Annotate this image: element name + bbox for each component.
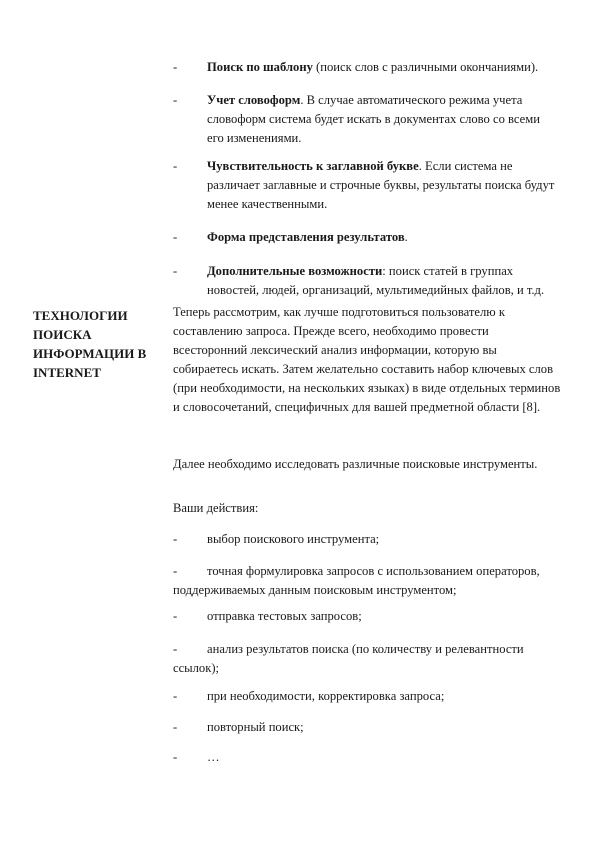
list-item-term: Чувствительность к заглавной букве — [207, 159, 419, 173]
list-item-description: . Если система не различает заглавные и строчные буквы, результаты поиска будут менее качественными. — [207, 159, 555, 211]
list-dash: - — [173, 230, 178, 244]
list-item-text — [207, 262, 558, 300]
list-item-term: Форма представления результатов — [207, 230, 405, 244]
list-item-text — [207, 58, 558, 77]
list-item-term: Учет словоформ — [207, 93, 301, 107]
action-text: отправка тестовых запросов; — [207, 609, 362, 623]
section-heading: ТЕХНОЛОГИИ ПОИСКА ИНФОРМАЦИИ В INTERNET — [33, 308, 147, 380]
list-dash: - — [173, 60, 178, 74]
paragraph: Теперь рассмотрим, как лучше подготовиться пользователю к составлению запроса. Прежде всего, необходимо провести всесторонний лексический анализ информации, которую вы собираетесь искать. Затем желательно составить набор ключевых слов (при необходимости, на нескольких языках) в виде отдельных терминов и словосочетаний, специфичных для вашей предметной области [8]. — [173, 305, 561, 414]
action-text: анализ результатов поиска (по количеству и релевантности ссылок); — [173, 642, 524, 675]
action-item — [173, 607, 558, 626]
list-dash: - — [173, 689, 178, 703]
list-dash: - — [173, 264, 178, 278]
list-item — [173, 228, 558, 247]
list-dash: - — [173, 159, 178, 173]
list-item-text — [207, 91, 558, 148]
action-text: повторный поиск; — [207, 720, 304, 734]
list-dash: - — [173, 93, 178, 107]
list-dash: - — [173, 642, 178, 656]
list-item-term: Дополнительные возможности — [207, 264, 383, 278]
action-item — [173, 687, 558, 706]
list-item — [173, 91, 558, 148]
paragraph: Далее необходимо исследовать различные поисковые инструменты. — [173, 457, 538, 471]
actions-intro: Ваши действия: — [173, 501, 259, 515]
list-dash: - — [173, 720, 178, 734]
list-item-description: . В случае автоматического режима учета словоформ система будет искать в документах слово со всеми его изменениями. — [207, 93, 540, 145]
list-item — [173, 262, 558, 300]
list-dash: - — [173, 750, 178, 764]
list-dash: - — [173, 564, 178, 578]
action-item — [173, 718, 558, 737]
action-text: при необходимости, корректировка запроса; — [207, 689, 445, 703]
action-text: … — [207, 750, 220, 764]
list-item — [173, 157, 558, 214]
list-item-description: (поиск слов с различными окончаниями). — [312, 60, 539, 74]
action-item — [173, 530, 558, 549]
action-item — [173, 562, 558, 600]
action-item — [173, 640, 558, 678]
action-text: точная формулировка запросов с использованием операторов, поддерживаемых данным поисковым инструментом; — [173, 564, 540, 597]
list-item-term: Поиск по шаблону — [207, 60, 313, 74]
list-item — [173, 58, 558, 77]
list-dash: - — [173, 532, 178, 546]
action-text: выбор поискового инструмента; — [207, 532, 380, 546]
list-item-description: . — [404, 230, 408, 244]
action-item — [173, 748, 558, 767]
list-item-description: : поиск статей в группах новостей, людей, организаций, мультимедийных файлов, и т.д. — [207, 264, 545, 297]
list-dash: - — [173, 609, 178, 623]
list-item-text — [207, 228, 558, 247]
list-item-text — [207, 157, 558, 214]
